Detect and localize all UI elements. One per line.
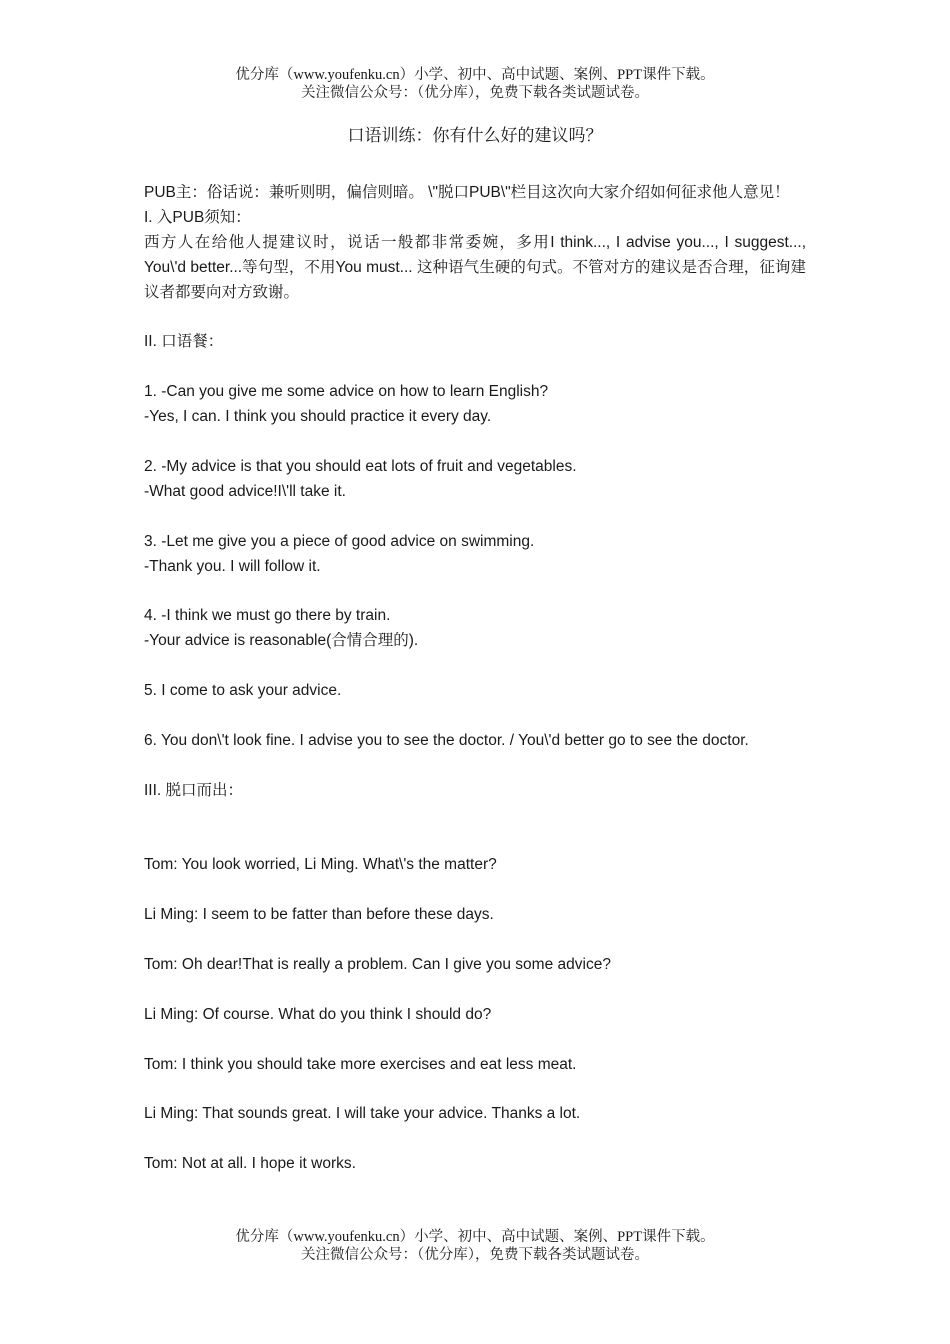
footer-line-1: 优分库（www.youfenku.cn）小学、初中、高中试题、案例、PPT课件下载。: [235, 1229, 715, 1245]
section-1-heading: I. 入PUB须知：: [144, 208, 251, 226]
header-line-1: 优分库（www.youfenku.cn）小学、初中、高中试题、案例、PPT课件下载。: [235, 67, 715, 83]
document-body: [144, 181, 806, 1177]
item-1-answer: -Yes, I can. I think you should practice it every day.: [144, 408, 492, 426]
section-3-heading: III. 脱口而出：: [144, 781, 244, 799]
page-footer: [0, 1228, 950, 1264]
intro-paragraph: PUB主：俗话说：兼听则明，偏信则暗。 \"脱口PUB\"栏目这次向大家介绍如何征求他人意见！: [144, 184, 790, 201]
document-title: 口语训练：你有什么好的建议吗？: [347, 126, 603, 145]
header-line-2: 关注微信公众号：（优分库），免费下载各类试题试卷。: [301, 85, 649, 101]
section-1-body: 西方人在给他人提建议时，说话一般都非常委婉，多用I think..., I advise you..., I suggest..., You\'d better...等句型，不用You must... 这种语气生硬的句式。不管对方的建议是否合理，征询建议者都要向对方致谢。: [144, 233, 806, 301]
item-6: 6. You don\'t look fine. I advise you to see the doctor. / You\'d better go to see the doctor.: [144, 731, 749, 749]
page-header: [0, 66, 950, 102]
dialogue-line: Li Ming: I seem to be fatter than before these days.: [144, 906, 494, 924]
item-4-question: 4. -I think we must go there by train.: [144, 607, 391, 625]
dialogue-line: Tom: Not at all. I hope it works.: [144, 1155, 356, 1173]
item-3-answer: -Thank you. I will follow it.: [144, 557, 321, 575]
section-2-heading: II. 口语餐：: [144, 333, 224, 351]
dialogue-line: Tom: You look worried, Li Ming. What\'s the matter?: [144, 856, 497, 874]
dialogue-line: Li Ming: Of course. What do you think I should do?: [144, 1005, 492, 1023]
item-4-answer: -Your advice is reasonable(合情合理的).: [144, 632, 419, 650]
item-2-answer: -What good advice!I\'ll take it.: [144, 482, 346, 500]
dialogue-line: Tom: I think you should take more exercises and eat less meat.: [144, 1055, 577, 1073]
dialogue-line: Li Ming: That sounds great. I will take your advice. Thanks a lot.: [144, 1105, 581, 1123]
item-2-question: 2. -My advice is that you should eat lots of fruit and vegetables.: [144, 457, 577, 475]
item-5: 5. I come to ask your advice.: [144, 682, 342, 700]
item-3-question: 3. -Let me give you a piece of good advice on swimming.: [144, 532, 535, 550]
dialogue-line: Tom: Oh dear!That is really a problem. Can I give you some advice?: [144, 955, 611, 973]
footer-line-2: 关注微信公众号：（优分库），免费下载各类试题试卷。: [301, 1247, 649, 1263]
item-1-question: 1. -Can you give me some advice on how to learn English?: [144, 383, 549, 401]
